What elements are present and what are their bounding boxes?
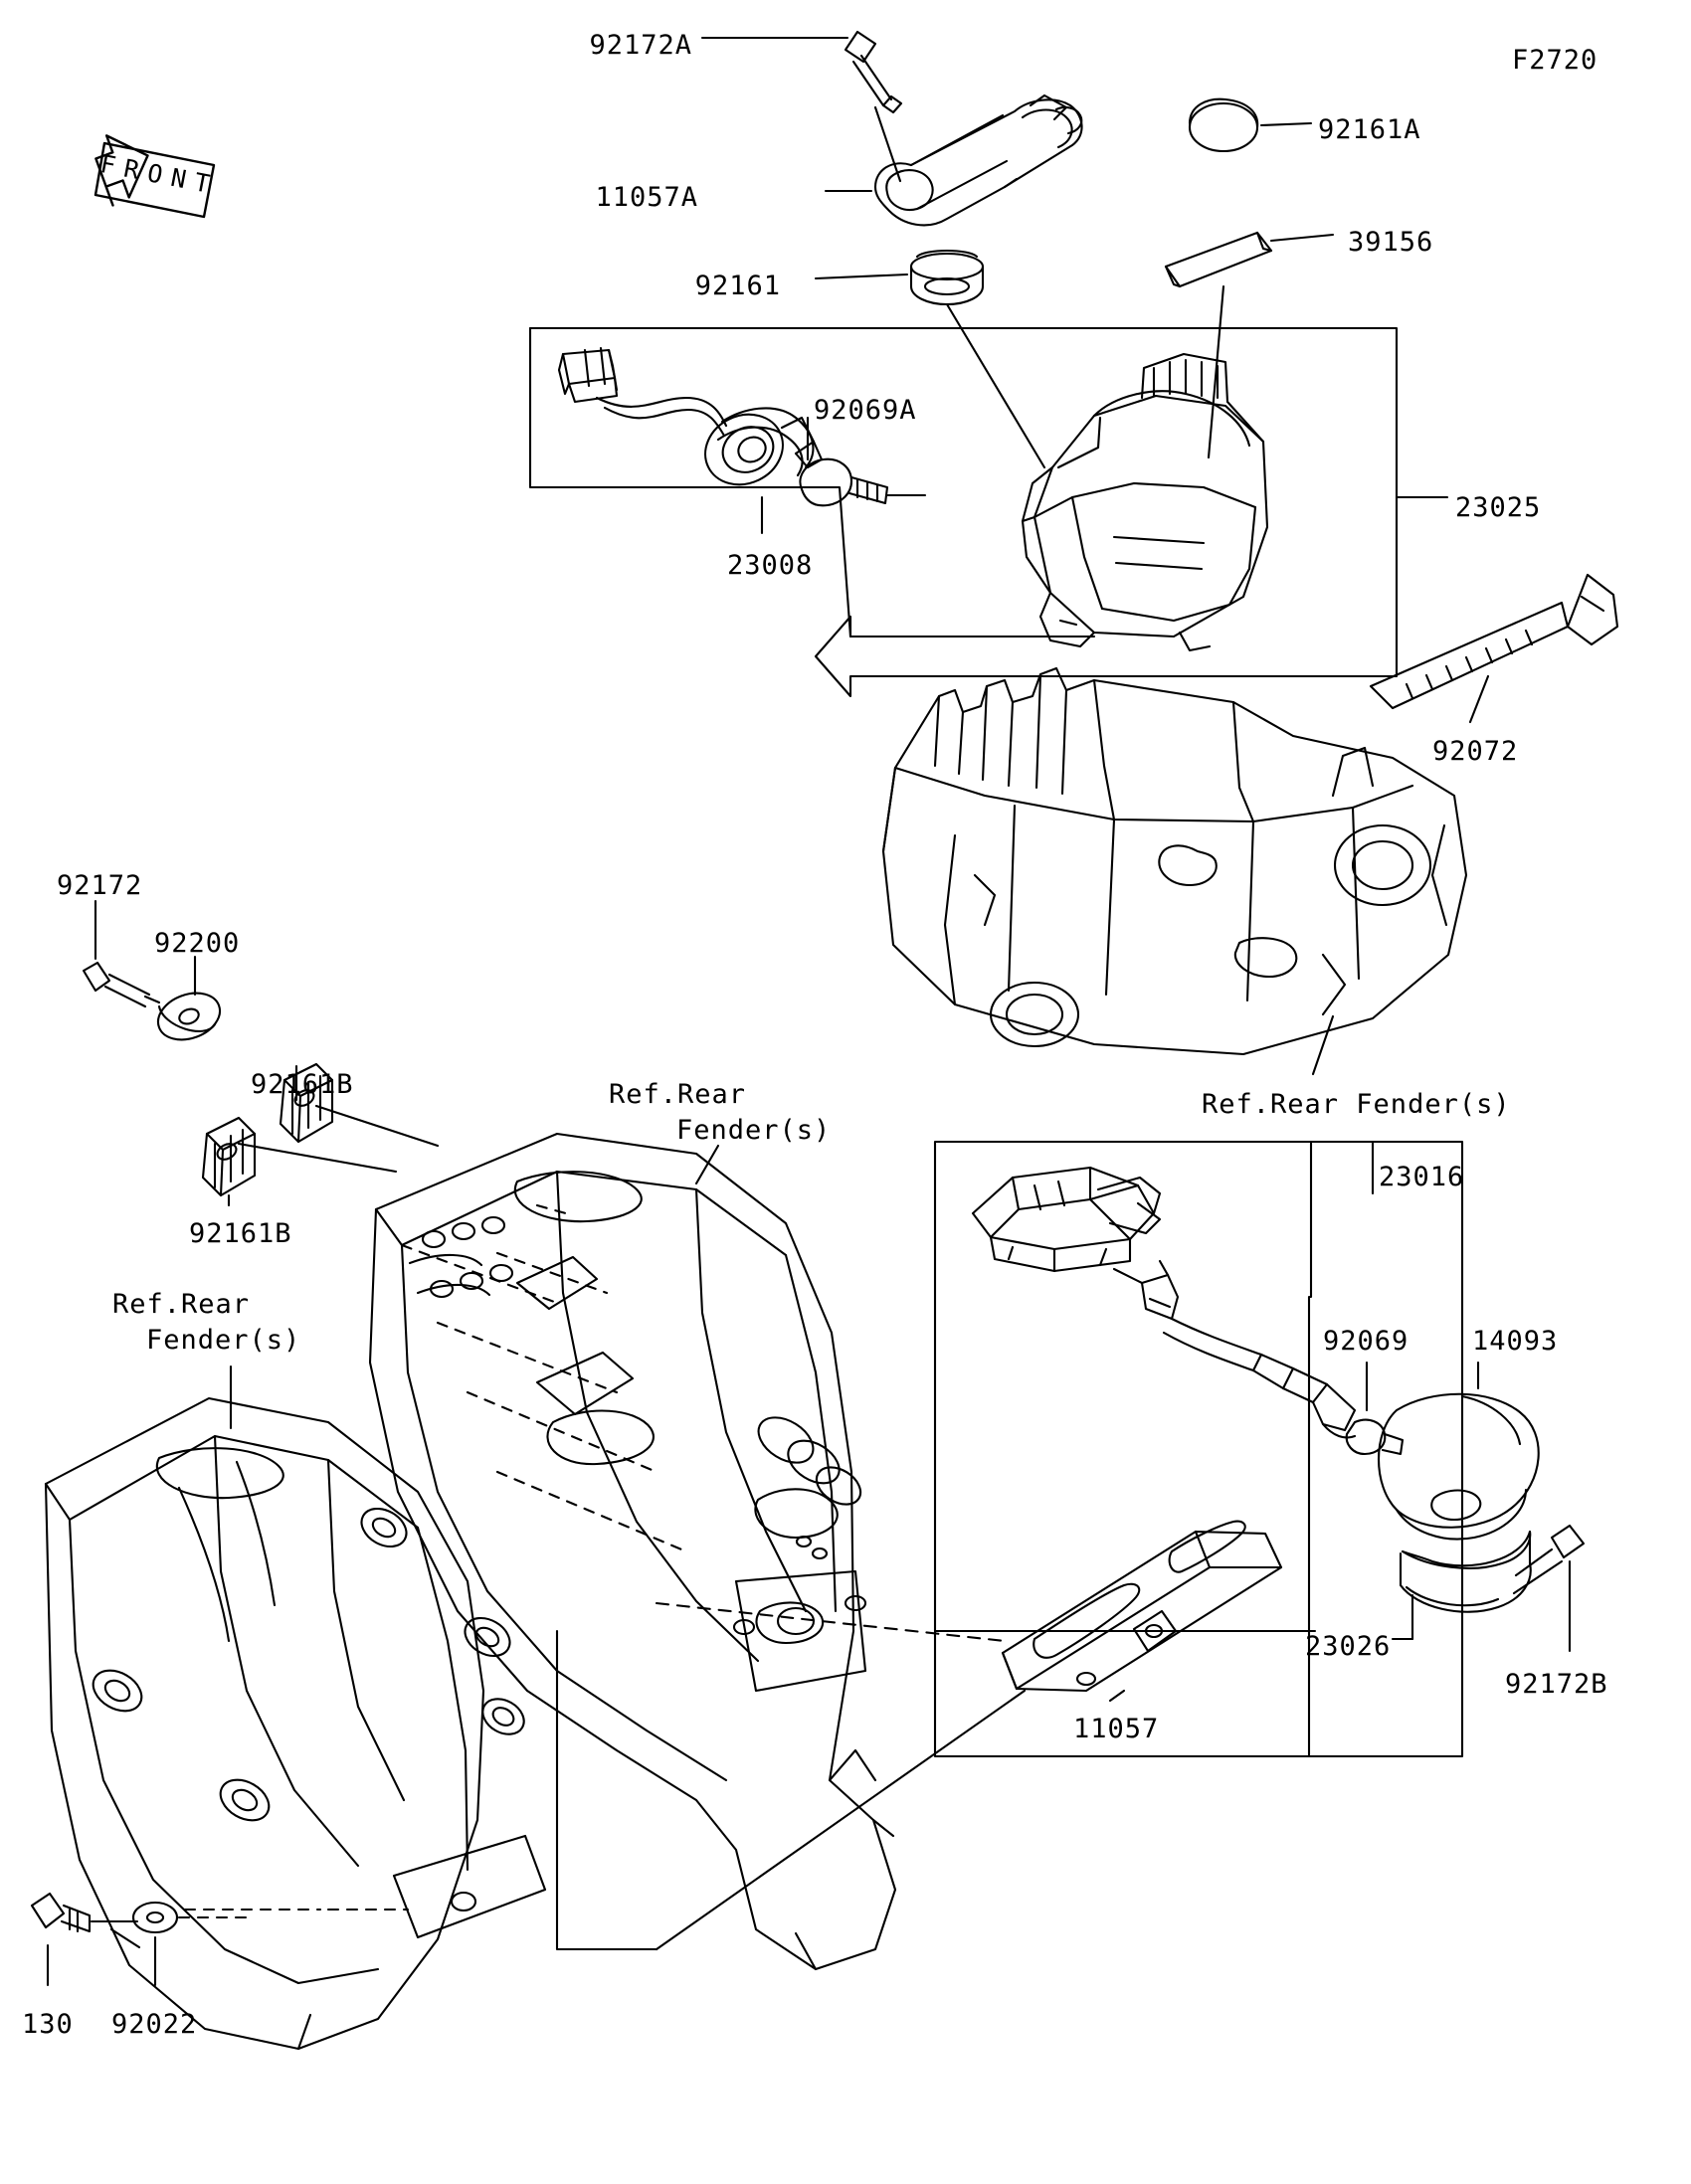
part-label-92161: 92161 <box>694 271 781 301</box>
leader-92161B-to-fender <box>239 1144 396 1172</box>
rear-fender-upper <box>883 668 1466 1054</box>
sheet-code: F2720 <box>1512 45 1598 76</box>
part-label-92069A: 92069A <box>814 395 917 426</box>
rear-fender-lower-left <box>46 1398 545 2049</box>
part-label-92072: 92072 <box>1432 736 1519 767</box>
part-label-92172B: 92172B <box>1505 1669 1608 1700</box>
cap-92161A <box>1190 99 1257 151</box>
part-label-130: 130 <box>22 2009 74 2040</box>
leader-rear-fender-upper <box>1313 1016 1333 1074</box>
bolt-130 <box>32 1894 90 1931</box>
leader-92072 <box>1470 676 1488 722</box>
leader-39156-b <box>1209 286 1223 457</box>
callout-lines-fender <box>557 1631 657 1949</box>
leader-92161A <box>1261 123 1311 125</box>
part-label-23025: 23025 <box>1455 492 1542 523</box>
rear-fender-main <box>370 1134 895 1969</box>
part-label-92161B-lower: 92161B <box>189 1218 292 1249</box>
damper-92161B-lower <box>203 1118 255 1195</box>
front-marker-label: FRONT <box>97 149 222 201</box>
leader-92172A-b <box>875 107 900 181</box>
part-label-23008: 23008 <box>727 550 814 581</box>
leader-fender-main <box>696 1146 718 1183</box>
part-label-14093: 14093 <box>1472 1326 1559 1357</box>
part-label-92069: 92069 <box>1323 1326 1409 1357</box>
part-label-92161B-upper: 92161B <box>251 1069 354 1100</box>
leader-39156 <box>1271 235 1333 241</box>
lens-23026 <box>1401 1532 1531 1612</box>
band-92072 <box>1371 575 1617 708</box>
bolt-92172 <box>84 963 159 1006</box>
group-box-23008 <box>530 328 850 637</box>
bulb-92069A <box>800 459 887 506</box>
part-label-23026: 23026 <box>1305 1631 1392 1662</box>
part-label-11057A: 11057A <box>595 182 698 213</box>
bolt-92172B <box>1514 1526 1584 1593</box>
bracket-11057A <box>875 95 1082 225</box>
ref-label-rear-fender-lower-line1: Ref.Rear <box>112 1289 251 1320</box>
washer-92022 <box>133 1903 177 1932</box>
ref-label-rear-fender-upper: Ref.Rear Fender(s) <box>1202 1089 1511 1120</box>
pad-39156 <box>1166 233 1271 286</box>
part-label-92161A: 92161A <box>1318 114 1421 145</box>
part-label-11057: 11057 <box>1073 1714 1160 1744</box>
washer-92200 <box>151 985 226 1047</box>
part-label-23016: 23016 <box>1379 1162 1465 1192</box>
group-box-23016-part2 <box>935 1142 1465 1756</box>
part-label-92172A: 92172A <box>589 30 692 61</box>
part-label-39156: 39156 <box>1348 227 1434 258</box>
licence-lamp-23016 <box>973 1168 1355 1438</box>
screw-92172A <box>846 32 901 112</box>
part-label-92172: 92172 <box>57 870 143 901</box>
dash-to-bracket <box>657 1603 1005 1641</box>
leader-11057 <box>1110 1691 1124 1701</box>
ref-label-rear-fender-lower-line2: Fender(s) <box>146 1325 301 1356</box>
part-label-92022: 92022 <box>111 2009 198 2040</box>
grommet-92161 <box>911 251 983 304</box>
ref-label-rear-fender-center-line1: Ref.Rear <box>609 1079 747 1110</box>
leader-92161B-to-fender-2 <box>316 1106 438 1146</box>
leader-92161 <box>816 274 907 278</box>
bracket-11057 <box>1003 1522 1281 1691</box>
ref-label-rear-fender-center-line2: Fender(s) <box>676 1115 832 1146</box>
part-label-92200: 92200 <box>154 928 241 959</box>
tail-lamp-23025 <box>1023 354 1267 650</box>
cover-14093 <box>1379 1394 1539 1540</box>
socket-23008 <box>559 348 822 497</box>
